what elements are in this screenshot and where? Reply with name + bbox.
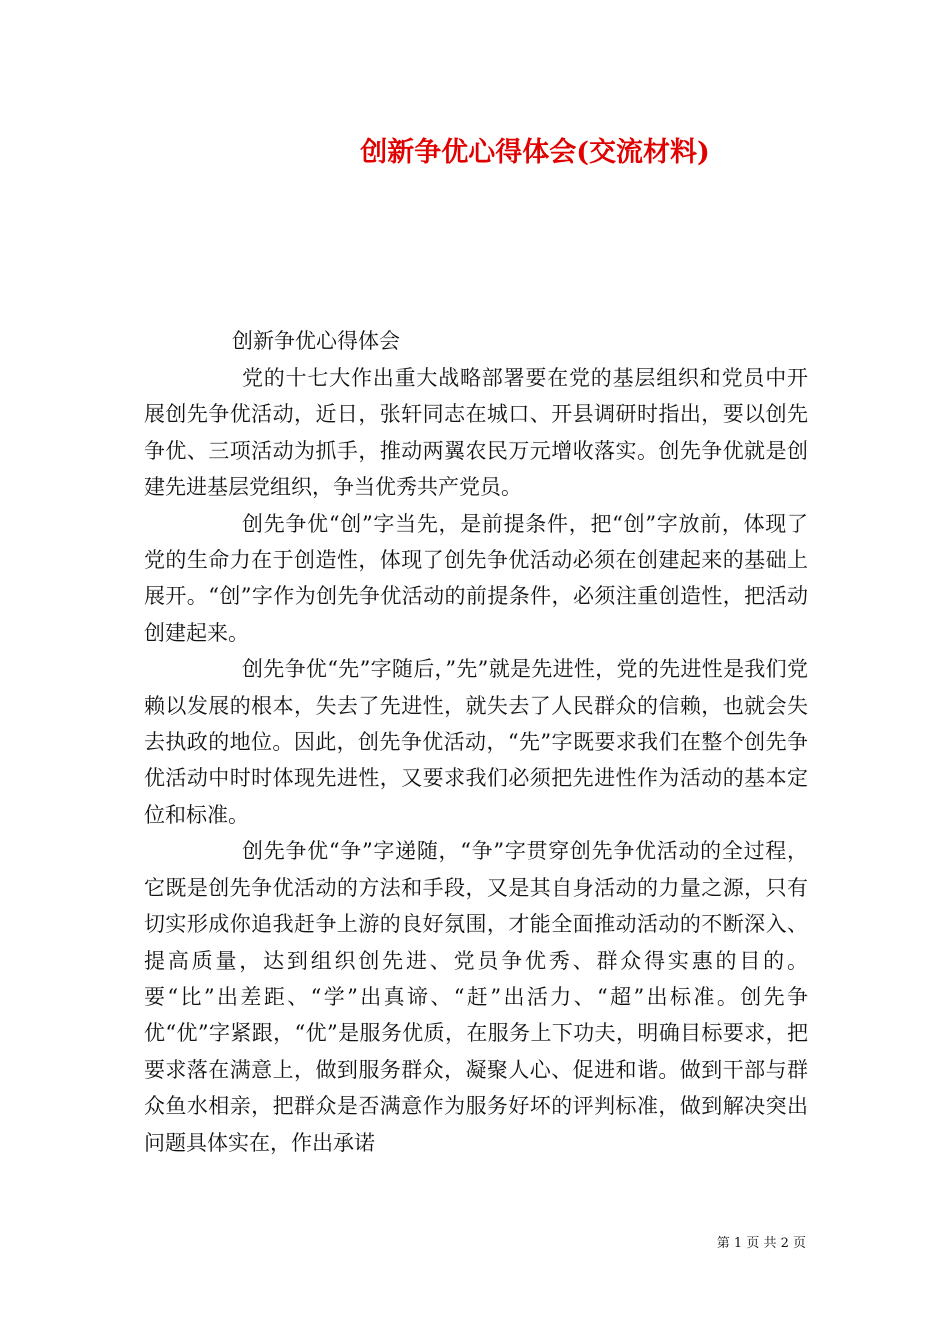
- document-title: 创新争优心得体会(交流材料): [360, 137, 710, 168]
- document-subtitle: 创新争优心得体会: [232, 329, 400, 353]
- paragraph-4: 创先争优“争”字递随，“争”字贯穿创先争优活动的全过程，它既是创先争优活动的方法和手段，又是其自身活动的力量之源，只有切实形成你追我赶争上游的良好氛围，才能全面推动活动的不断深入、提高质量，达到组织创先进、党员争优秀、群众得实惠的目的。要“比”出差距、“学”出真谛、“赶”出活力、“超”出标准。创先争优“优”字紧跟，“优”是服务优质，在服务上下功夫，明确目标要求，把要求落在满意上，做到服务群众，凝聚人心、促进和谐。做到干部与群众鱼水相亲，把群众是否满意作为服务好坏的评判标准，做到解决突出问题具体实在，作出承诺: [144, 839, 808, 1155]
- paragraph-2: 创先争优“创”字当先，是前提条件，把“创”字放前，体现了党的生命力在于创造性，体现了创先争优活动必须在创建起来的基础上展开。“创”字作为创先争优活动的前提条件，必须注重创造性，把活动创建起来。: [144, 511, 808, 645]
- paragraph-3: 创先争优“先”字随后，”先”就是先进性，党的先进性是我们党赖以发展的根本，失去了先进性，就失去了人民群众的信赖，也就会失去执政的地位。因此，创先争优活动，“先”字既要求我们在整个创先争优活动中时时体现先进性，又要求我们必须把先进性作为活动的基本定位和标准。: [144, 657, 808, 827]
- document-body: [144, 322, 808, 1161]
- page-number: 第 1 页 共 2 页: [716, 1236, 806, 1251]
- paragraph-1: 党的十七大作出重大战略部署要在党的基层组织和党员中开展创先争优活动，近日，张轩同志在城口、开县调研时指出，要以创先争优、三项活动为抓手，推动两翼农民万元增收落实。创先争优就是创建先进基层党组织，争当优秀共产党员。: [144, 366, 808, 500]
